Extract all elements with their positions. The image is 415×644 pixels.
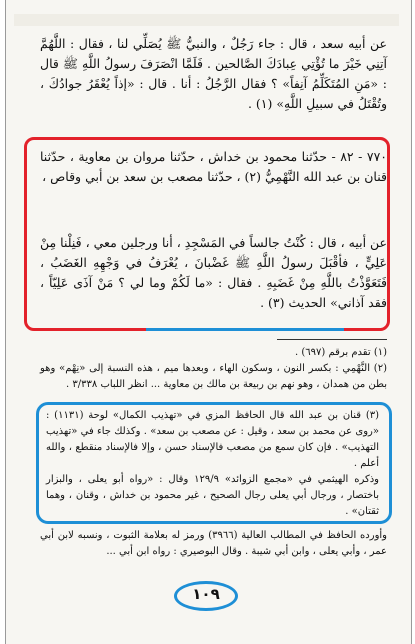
footnote-1: (١) تقدم برقم (٦٩٧) . — [294, 347, 387, 358]
footnote-3-matalib: وأورده الحافظ في المطالب العالية (٣٩٦٦) ورمز له بعلامة الثبوت ، ونسبه لابن أبي عمر ، وأبي يعلى ، وابن أبي شيبة . وقال البوصيري : رواه ابن أبي ... — [40, 530, 388, 557]
footnote-3-haythami: وذكره الهيثمي في «مجمع الزوائد» ١٢٩/٩ وقال : «رواه أبو يعلى ، والبزار باختصار ، ورجال أبي يعلى رجال الصحيح ، غير محمود بن خداش ، وقنان ، وهما ثقتان» . — [46, 474, 380, 517]
page-number: ١٠٩ — [192, 585, 220, 603]
scan-top-margin — [14, 14, 399, 26]
preceding-hadith-text: عن أبيه سعد ، قال : جاء رَجُلٌ ، والنبيُّ ﷺ يُصَلِّي لنا ، فقال : اللَّهُمَّ آتِنِي خَيْرَ ما تُؤْتِي عِبادَكَ الصَّالحين . فَلَمَّا انْصَرَفَ رسولُ اللَّهِ ﷺ قال : «مَنِ المُتَكَلِّمُ آنِفاً» ؟ فقال الرَّجُلُ : أنا . قال : «إذاً يُعْقَرُ جوادُكَ ، وتُقْتَلُ في سبيلِ اللَّهِ» (١) . — [40, 36, 387, 111]
footnote-3-text: (٣) قنان بن عبد الله قال الحافظ المزي في «تهذيب الكمال» لوحة (١١٣١) : «روى عن محمد بن سعد ، وقيل : عن مصعب بن سعد» . وكذلك جاء في «تهذيب التهذيب» . فإن كان سمع من مصعب فالإسناد حسن ، وإلا فالإسناد منقطع ، والله أعلم . — [46, 410, 379, 469]
hadith-chain-of-narration: ٧٧٠ - ٨٢ - حدّثنا محمود بن خداش ، حدّثنا مروان بن معاوية ، حدّثنا قنان بن عبد الله النَّهْمِيُّ (٢) ، حدّثنا مصعب بن سعد بن أبي وقاص ، — [40, 149, 388, 184]
footnote-separator — [277, 339, 387, 340]
blue-underline-mark — [146, 328, 344, 331]
footnote-2: (٢) النَّهْمِي : بكسر النون ، وسكون الهاء ، وبعدها ميم ، هذه النسبة إلى «نِهْم» وهو بطن من همدان ، وهو نهم بن ربيعة بن مالك بن معاوية ... انظر اللباب ٣/٣٣٨ . — [40, 363, 387, 390]
hadith-body-text: عن أبيه ، قال : كُنْتُ جالساً في المَسْجِدِ ، أنا ورجلين معي ، فَنِلْنا مِنْ عَلِيٍّ ، فأقْبَلَ رسولُ اللَّهِ ﷺ غَضْبانَ ، يُعْرَفُ في وَجْهِهِ الغَضَبُ ، فَتَعَوَّذْتُ باللَّهِ مِنْ غَضَبِهِ . فقال : «ما لَكُمْ وما لي ؟ مَنْ آذَى عَلِيّاً ، فقد آذاني» الحديث (٣) . — [40, 235, 387, 310]
